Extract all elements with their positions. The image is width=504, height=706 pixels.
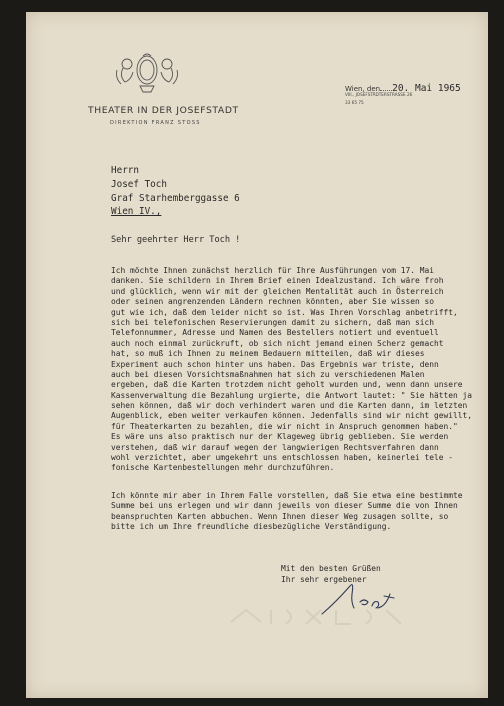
theater-address: VIII., JOSEFSTÄDTERSTRASSE 26 [345,92,413,97]
recipient-block [111,164,240,219]
body-line: Es wäre uns also praktisch nur der Klageweg übrig geblieben. Sie werden [111,432,449,442]
body-line: Experiment auch schon hinter uns haben. Das Ergebnis war triste, denn [111,359,439,369]
salutation: Sehr geehrter Herr Toch ! [111,235,241,245]
body-line: oder seinen angrenzenden Ländern rechnen könnten, aber Sie wissen so [111,297,435,307]
theater-phone: 33 65 75 [345,100,364,105]
theater-crest-logo [113,50,181,96]
body-line: hat, so muß ich Ihnen zu meinem Bedauern mitteilen, daß wir dieses [111,349,425,359]
body-line: verstehen, daß wir darauf wegen der langwierigen Rechtsverfahren dann [111,442,439,452]
body-line: ergeben, daß die Karten trotzdem nicht geholt wurden und, wenn dann unsere [111,380,463,390]
body-line: auch bei diesen Vorsichtsmaßnahmen hat sich zu verschiedenen Malen [111,369,425,379]
recipient-city: Wien IV., [111,206,162,218]
recipient-name: Josef Toch [111,178,167,190]
body-line: Augenblick, eben weiter verkaufen können. Jedenfalls sind wir nicht gewillt, [111,411,473,421]
closing-greeting: Mit den besten Grüßen [281,564,381,573]
body-paragraph-2 [111,491,463,533]
recipient-line: Herrn [111,165,139,176]
body-line: Ich möchte Ihnen zunächst herzlich für Ihre Ausführungen vom 17. Mai [111,266,435,275]
body-line: gut wie ich, daß dem leider nicht so ist. Was Ihren Vorschlag anbetrifft, [111,307,458,317]
theater-name: THEATER IN DER JOSEFSTADT [88,105,239,116]
letter-page [26,12,488,698]
body-line: wohl verzichtet, aber umgekehrt uns entschlossen haben, keinerlei tele - [111,453,454,463]
dateline-place: Wien, den [345,85,381,93]
body-line: für Theaterkarten zu bezahlen, die wir nicht in Anspruch genommen haben." [111,421,458,431]
recipient-street: Graf Starhemberggasse 6 [111,192,240,204]
body-line: danken. Sie schildern in Ihrem Brief einen Idealzustand. Ich wäre froh [111,276,444,286]
letter-date: 20. Mai 1965 [392,83,461,94]
body-line: und glücklich, wenn wir mit der gleichen Mentalität auch in Österreich [111,286,444,296]
direction-line: DIREKTION FRANZ STOSS [110,120,201,126]
dotted-rule [380,90,392,91]
body-line: Ich könnte mir aber in Ihrem Falle vorstellen, daß Sie etwa eine bestimmte [111,491,463,500]
body-line: sich bei telefonischen Reservierungen damit zu sichern, daß man sich [111,317,435,327]
body-line: fonische Kartenbestellungen mehr durchzuführen. [111,463,335,473]
body-line: sehen können, daß wir doch verhindert waren und die Karten dann, im letzten [111,401,468,411]
body-line: Kassenverwaltung die Bezahlung urgierte, die Antwort lautet: " Sie hätten ja [111,390,473,400]
paper-watermark [226,602,406,632]
closing-valediction: Ihr sehr ergebener [281,575,367,584]
body-line: auch noch einmal zurückruft, ob sich nicht jemand einen Scherz gemacht [111,338,444,348]
body-line: Summe bei uns erlegen und wir dann jeweils von dieser Summe die von Ihnen [111,501,458,511]
body-paragraph-1 [111,266,472,474]
body-line: Telefonnummer, Adresse und Namen des Bestellers notiert und eventuell [111,328,439,338]
body-line: beanspruchten Karten abbuchen. Wenn Ihnen dieser Weg zusagen sollte, so [111,511,449,521]
body-line: bitte ich um Ihre freundliche diesbezügliche Verständigung. [111,522,392,532]
